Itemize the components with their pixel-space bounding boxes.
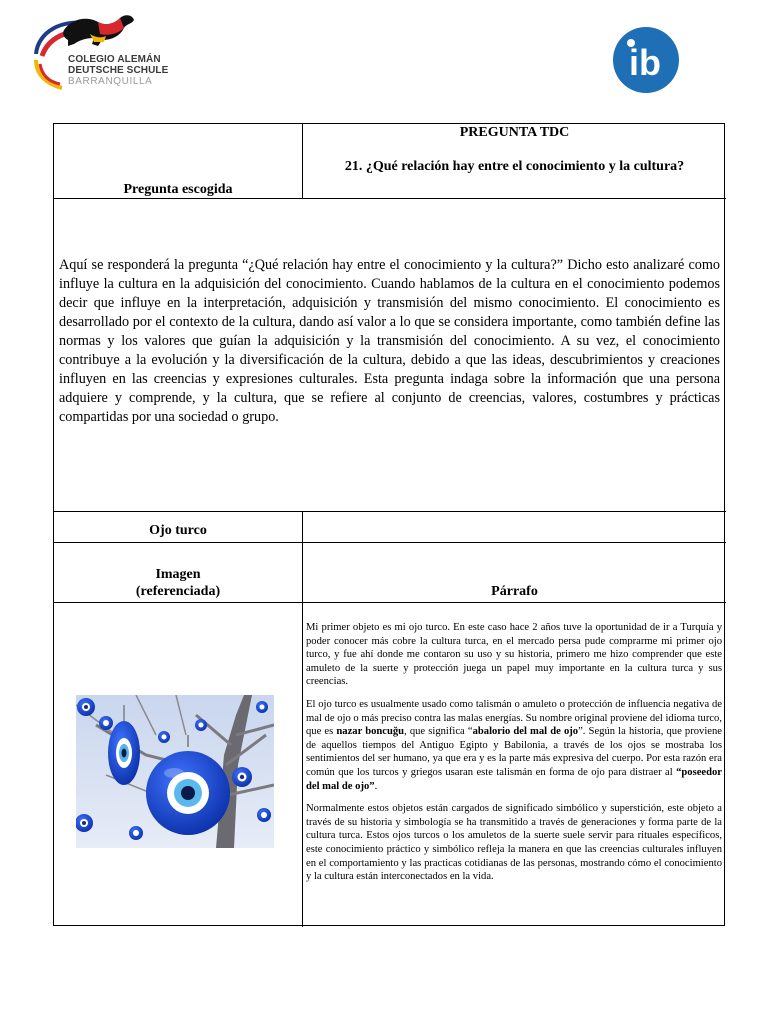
school-name <box>68 54 168 87</box>
school-city: BARRANQUILLA <box>68 76 153 87</box>
term-abalorio: abalorio del mal de ojo <box>472 726 579 738</box>
tdc-table <box>53 123 725 926</box>
tdc-question-title: PREGUNTA TDC <box>459 125 570 140</box>
tdc-question-text: 21. ¿Qué relación hay entre el conocimiento y la cultura? <box>344 159 685 174</box>
paragraph-1: Mi primer objeto es mi ojo turco. En este caso hace 2 años tuve la oportunidad de ir a Turquía y poder conocer más cobre la cultura turca, en el mercado persa pude comprarme mi primer ojo turco, y fue ahí donde me contaron su uso y su historia, primero me hizo comprender que este amuleto de la suerte y protección juega un papel muy importante en la cultura turca y sus creencias. <box>306 622 722 688</box>
school-name-line1: COLEGIO ALEMÁN <box>68 54 161 65</box>
ib-logo <box>612 26 680 94</box>
paragraph-2-text-c: , que significa “ <box>404 726 473 738</box>
object-paragraph <box>306 621 722 893</box>
chosen-question-label: Pregunta escogida <box>123 182 233 197</box>
paragraph-2-text-e: ”. Según la historia, que proviene de aquellos tiempos del Antiguo Egipto y Babilonia, a través de los ojos se mostraba los sentimientos del ser humano, ya que era y es la parte más expresiva del cuerpo. Por esta razón era común que los turcos y griegos usaran este talismán en forma de ojo para distraer al <box>306 726 722 778</box>
paragraph-2 <box>306 698 722 793</box>
paragraph-2-text-g: . <box>374 780 378 792</box>
image-label-line2: (referenciada) <box>135 584 221 599</box>
image-label-line1: Imagen <box>155 567 201 582</box>
school-name-line2: DEUTSCHE SCHULE <box>68 65 169 76</box>
evil-eye-photo <box>76 695 274 848</box>
paragraph-3: Normalmente estos objetos están cargados de significado simbólico y superstición, este objeto a través de su historia y simbología se ha transmitido a través de generaciones y forma parte de la cultura turca. Estos ojos turcos o los amuletos de la suerte suele servir para rituales específicos, este conocimiento práctico y simbólico refleja la manera en que las creencias culturales influyen en el comportamiento y las practicas cotidianas de las personas, mostrando cómo el conocimiento y la cultura están interconectados en la vida. <box>306 803 722 883</box>
paragraph-2-text-a: El ojo turco es usualmente usado como talismán o amuleto o protección de influencia negativa de mal de ojo o más preciso contra las malas energías. Su nombre original proviene del idioma turco, que es <box>306 698 722 738</box>
term-nazar-boncugu: nazar boncuğu <box>336 726 405 738</box>
evil-eye-photo-graphic <box>76 695 274 848</box>
term-poseedor: “poseedor del mal de ojo” <box>306 766 722 792</box>
intro-paragraph: Aquí se responderá la pregunta “¿Qué relación hay entre el conocimiento y la cultura?” Dicho esto analizaré como influye la cultura en la adquisición del conocimiento. Cuando hablamos de la cultura en el conocimiento podemos decir que influye en la interpretación, adquisición y transmisión del mismo conocimiento. El conocimiento es desarrollado por el contexto de la cultura, dando así valor a lo que se considera importante, como también define las normas y los valores que guían la adquisición y la transmisión del conocimiento. A su vez, el conocimiento contribuye a la evolución y la diversificación de la cultura, debido a que las ideas, descubrimientos y creaciones influyen en las creencias y expresiones culturales. Esta pregunta indaga sobre la información que una persona adquiere y comprende, y la cultura, que se refiere al conjunto de creencias, valores, costumbres y prácticas compartidas por una sociedad o grupo. <box>59 257 720 425</box>
image-column-label <box>54 566 302 600</box>
object-label: Ojo turco <box>149 523 207 538</box>
paragraph-column-label: Párrafo <box>491 584 538 599</box>
ib-logo-text: ib <box>629 42 661 83</box>
